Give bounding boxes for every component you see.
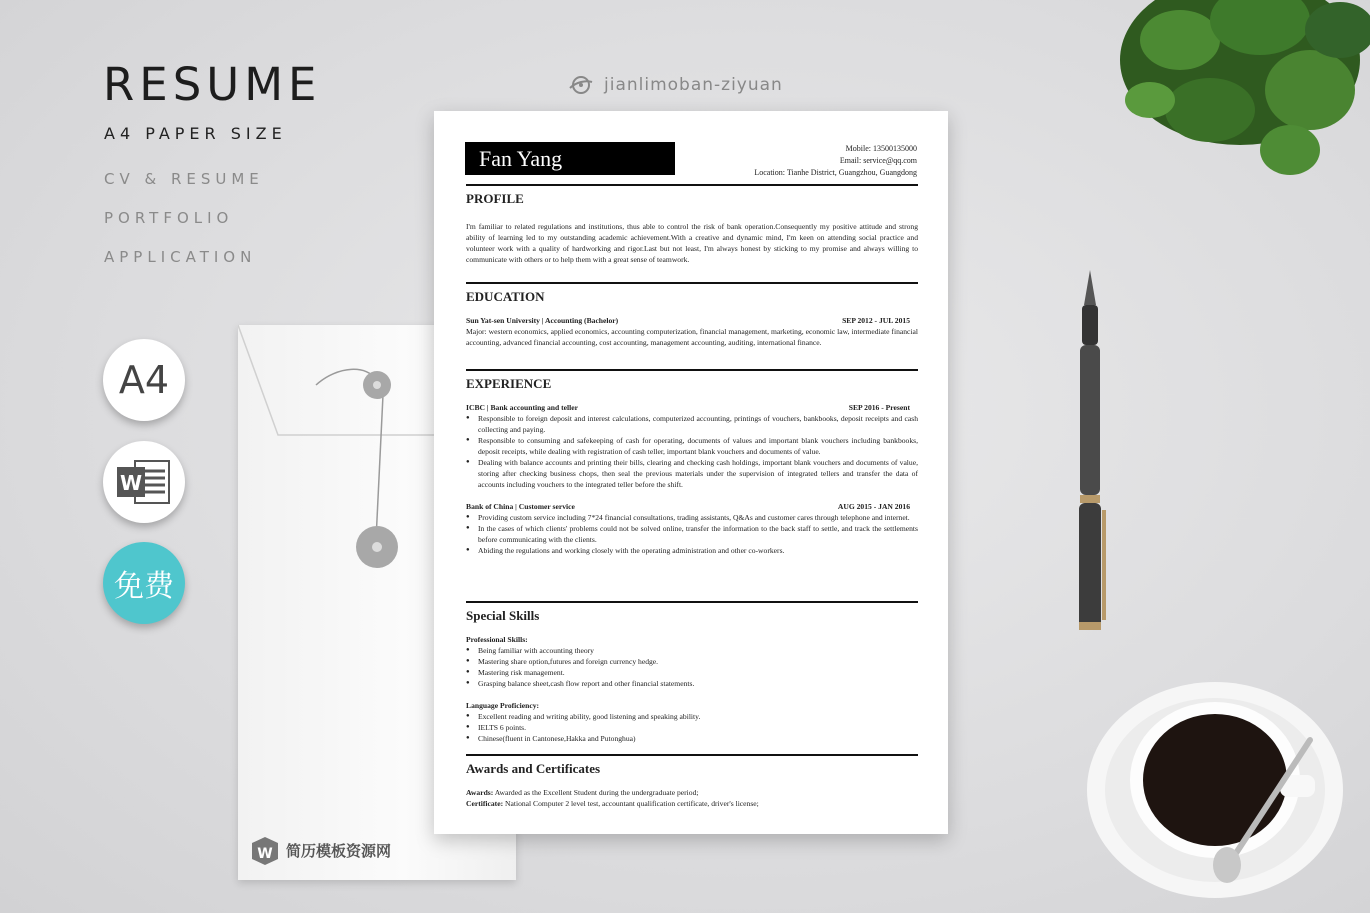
list-item: ● Providing custom service including 7*24 financial consultations, trading assistants, Q&As and customer cares through telephone and internet.: [466, 512, 918, 523]
education-school: Sun Yat-sen University | Accounting (Bachelor): [466, 316, 619, 325]
awards-label: Awards:: [466, 788, 494, 797]
resume-paper: [434, 111, 948, 834]
list-item: ● Chinese(fluent in Cantonese,Hakka and Putonghua): [466, 733, 918, 744]
list-item: ● Mastering risk management.: [466, 667, 918, 678]
svg-text:W: W: [257, 846, 273, 862]
section-rule: [466, 369, 918, 371]
skills-heading: Special Skills: [466, 608, 540, 623]
coffee-cup-decoration: [1085, 680, 1370, 913]
section-rule: [466, 754, 918, 756]
job-bullets: [466, 512, 918, 556]
job-bullets: [466, 413, 918, 490]
education-row: [466, 315, 918, 326]
hero-tag-cv: CV & RESUME: [104, 170, 264, 188]
professional-skills-label: Professional Skills:: [466, 635, 528, 644]
job-row: [466, 501, 918, 512]
brand-logo-icon: [248, 833, 282, 867]
hero-tag-portfolio: PORTFOLIO: [104, 209, 234, 227]
contact-email: Email: service@qq.com: [839, 156, 917, 165]
list-item: ● Responsible to foreign deposit and interest calculations, computerized accounting, printings of vouchers, bankbooks, deposit receipts and cash collecting and paying.: [466, 413, 918, 435]
awards-heading: Awards and Certificates: [466, 761, 601, 776]
hero-tag-application: APPLICATION: [104, 248, 257, 266]
education-section: [466, 282, 918, 348]
profile-heading: PROFILE: [466, 191, 524, 206]
job-title: ICBC | Bank accounting and teller: [466, 403, 579, 412]
word-badge: [103, 441, 185, 523]
a4-badge: A4: [103, 339, 185, 421]
education-date: SEP 2012 - JUL 2015: [842, 316, 910, 325]
language-list: [466, 711, 918, 744]
awards-text: Awarded as the Excellent Student during the undergraduate period;: [494, 788, 699, 797]
experience-section: [466, 369, 918, 556]
contact-block: [754, 143, 917, 179]
contact-location: Location: Tianhe District, Guangzhou, Guangdong: [754, 168, 917, 177]
section-rule: [466, 184, 918, 186]
word-icon: [115, 457, 173, 507]
watermark-text: jianlimoban-ziyuan: [604, 75, 783, 95]
contact-mobile: Mobile: 13500135000: [845, 144, 917, 153]
free-badge: 免费: [103, 542, 185, 624]
experience-heading: EXPERIENCE: [466, 376, 552, 391]
education-major: Major: western economics, applied economics, accounting computerization, financial management, marketing, economic law, intermediate financial accounting, advanced financial accounting, cost accounting, management accounting, auditing, international finance.: [466, 327, 918, 347]
list-item: ● In the cases of which clients' problems could not be solved online, transfer the information to the back staff to settle, and track the settlements before communicating with the clients.: [466, 523, 918, 545]
profile-text: I'm familiar to related regulations and institutions, thus able to control the risk of bank operation.Consequently my positive attitude and strong ability of learning led to my outstanding academic achievement.With a creative and dynamic mind, I'm keen on attending social practice and volunteer work with a quality of hardworking and rigor.Last but not least, I'm always honest by sticking to my promise and always willing to communicate with others or to help them with a great sense of teamwork.: [466, 222, 918, 264]
hero-title: RESUME: [103, 58, 322, 111]
skills-section: [466, 601, 918, 744]
awards-line: [466, 787, 918, 798]
certificate-text: National Computer 2 level test, accountant qualification certificate, driver's license;: [505, 799, 759, 808]
list-item: ● Grasping balance sheet,cash flow report and other financial statements.: [466, 678, 918, 689]
list-item: ● Excellent reading and writing ability, good listening and speaking ability.: [466, 711, 918, 722]
job-row: [466, 402, 918, 413]
language-label: Language Proficiency:: [466, 701, 540, 710]
list-item: ● Mastering share option,futures and foreign currency hedge.: [466, 656, 918, 667]
job-date: AUG 2015 - JAN 2016: [837, 502, 910, 511]
list-item: ● Being familiar with accounting theory: [466, 645, 918, 656]
plant-decoration: [1090, 0, 1370, 210]
hero-subtitle: A4 PAPER SIZE: [104, 124, 287, 143]
resume-name: Fan Yang: [465, 142, 675, 175]
education-heading: EDUCATION: [466, 289, 545, 304]
svg-text:W: W: [119, 471, 143, 495]
watermark: [568, 74, 783, 96]
profile-section: [466, 184, 918, 265]
list-item: ● Dealing with balance accounts and printing their bills, clearing and checking cash holdings, important blank vouchers and documents of value, storing after checking business chops, then seal the previous materials under the supervision of integrated tellers and transfer the data of accounts including vouchers to the integrated teller before the shift.: [466, 457, 918, 490]
list-item: ● Abiding the regulations and working closely with the operating administration and other co-workers.: [466, 545, 918, 556]
section-rule: [466, 282, 918, 284]
list-item: ● Responsible to consuming and safekeeping of cash for operating, documents of values and important blank vouchers including bankbooks, deposit receipts, while dealing with registration of cash teller, important blank vouchers and documents of value.: [466, 435, 918, 457]
envelope-brand-text: 简历模板资源网: [286, 842, 392, 860]
certificate-line: [466, 798, 918, 809]
job-date: SEP 2016 - Present: [848, 403, 910, 412]
professional-skills-list: [466, 645, 918, 689]
job-title: Bank of China | Customer service: [466, 502, 575, 511]
envelope-brand: [248, 833, 391, 867]
list-item: ● IELTS 6 points.: [466, 722, 918, 733]
watermark-logo-icon: [568, 74, 594, 96]
section-rule: [466, 601, 918, 603]
certificate-label: Certificate:: [466, 799, 504, 808]
pen-decoration: [1070, 270, 1120, 640]
awards-section: [466, 754, 918, 809]
